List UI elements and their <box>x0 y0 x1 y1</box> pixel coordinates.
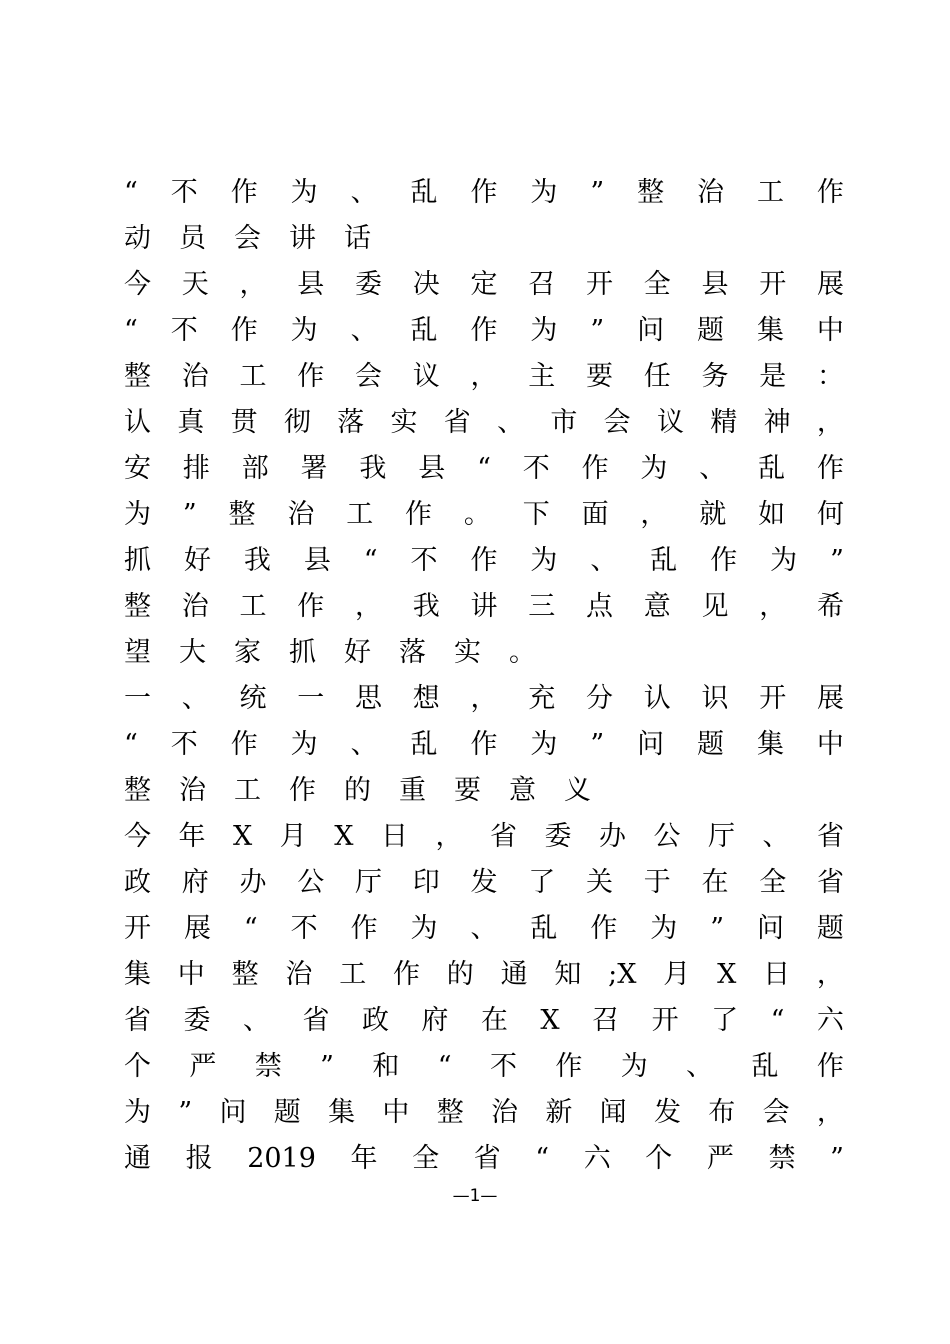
text-line <box>124 308 844 354</box>
text-segment: 精 <box>710 407 738 438</box>
text-segment: 实 <box>390 407 418 438</box>
text-line <box>124 814 844 860</box>
text-segment: X <box>233 821 253 852</box>
text-line <box>124 998 844 1044</box>
text-segment: ， <box>816 959 844 990</box>
text-segment: 作 <box>470 545 498 576</box>
text-segment: 作 <box>470 315 498 346</box>
text-segment: 动 <box>124 223 151 254</box>
text-segment: ， <box>470 361 498 392</box>
text-segment: 部 <box>241 453 269 484</box>
text-segment: 为 <box>124 499 151 530</box>
text-segment: 省 <box>816 821 844 852</box>
text-segment: 题 <box>816 913 844 944</box>
text-line <box>124 952 844 998</box>
text-segment: 、 <box>181 683 209 714</box>
text-segment: 实 <box>454 637 481 668</box>
text-segment: 整 <box>436 1097 464 1128</box>
text-segment: 作 <box>470 729 498 760</box>
text-segment: 题 <box>697 729 724 760</box>
text-segment: 不 <box>170 177 198 208</box>
text-segment: 了 <box>711 1005 739 1036</box>
text-segment: 市 <box>550 407 578 438</box>
text-line <box>124 906 844 952</box>
text-segment: 我 <box>359 453 387 484</box>
text-segment: 不 <box>522 453 550 484</box>
text-segment: 乱 <box>410 315 438 346</box>
text-segment: 不 <box>410 545 438 576</box>
text-segment: 大 <box>179 637 206 668</box>
text-segment: 治 <box>285 959 313 990</box>
text-segment: 乱 <box>410 729 438 760</box>
text-segment: 、 <box>350 315 378 346</box>
text-segment: 府 <box>421 1005 449 1036</box>
text-segment: 贯 <box>230 407 258 438</box>
text-segment: 治 <box>491 1097 518 1128</box>
text-segment: 、 <box>470 913 498 944</box>
text-segment: 就 <box>699 499 727 530</box>
text-segment: ， <box>816 407 844 438</box>
text-segment: ” <box>710 913 724 944</box>
text-segment: 年 <box>350 1143 378 1174</box>
text-segment: 定 <box>470 269 498 300</box>
text-segment: 个 <box>124 1051 151 1082</box>
text-segment: ” <box>320 1051 334 1082</box>
text-line <box>124 446 844 492</box>
text-segment: ” <box>590 315 605 346</box>
text-segment: 开 <box>759 683 787 714</box>
text-segment: 办 <box>239 867 267 898</box>
text-segment: 开 <box>124 913 151 944</box>
text-segment: ， <box>816 1097 844 1128</box>
text-segment: 为 <box>640 453 668 484</box>
text-segment: 印 <box>412 867 440 898</box>
text-segment: 作 <box>297 591 325 622</box>
text-segment: 为 <box>530 545 558 576</box>
text-segment: 关 <box>586 867 613 898</box>
text-segment: 议 <box>412 361 440 392</box>
text-segment: 县 <box>701 269 729 300</box>
text-segment: 作 <box>297 361 325 392</box>
text-segment: 作 <box>230 315 258 346</box>
text-segment: 我 <box>412 591 440 622</box>
text-segment: 作 <box>710 545 738 576</box>
text-segment: “ <box>124 315 138 346</box>
text-segment: 。 <box>509 637 536 668</box>
text-segment: 展 <box>817 269 844 300</box>
text-segment: 严 <box>706 1143 734 1174</box>
text-segment: 报 <box>185 1143 213 1174</box>
text-segment: “ <box>124 177 138 208</box>
text-segment: ” <box>178 1097 193 1128</box>
text-segment: 省 <box>817 867 844 898</box>
text-segment: 家 <box>234 637 261 668</box>
text-segment: 日 <box>380 821 408 852</box>
text-segment: 好 <box>344 637 371 668</box>
text-segment: 、 <box>590 545 618 576</box>
text-segment: “ <box>243 913 258 944</box>
text-segment: ” <box>182 499 197 530</box>
text-segment: 是 <box>759 361 787 392</box>
text-segment: 落 <box>399 637 426 668</box>
text-line <box>124 262 844 308</box>
text-segment: 集 <box>328 1097 356 1128</box>
text-segment: 好 <box>183 545 211 576</box>
text-segment: 厅 <box>355 867 382 898</box>
text-segment: ， <box>435 821 463 852</box>
text-segment: “ <box>363 545 378 576</box>
text-segment: 为 <box>620 1051 648 1082</box>
text-segment: 面 <box>581 499 609 530</box>
text-segment: 识 <box>701 683 729 714</box>
text-segment: 。 <box>463 499 491 530</box>
text-segment: 工 <box>346 499 374 530</box>
text-segment: 希 <box>817 591 844 622</box>
text-segment: 乱 <box>650 545 678 576</box>
text-segment: 天 <box>181 269 209 300</box>
text-segment: 作 <box>470 177 498 208</box>
text-line <box>124 400 844 446</box>
text-segment: 全 <box>759 867 787 898</box>
text-segment: 一 <box>297 683 325 714</box>
text-segment: 会 <box>762 1097 790 1128</box>
text-segment: 整 <box>637 177 665 208</box>
text-segment: 要 <box>454 775 481 806</box>
text-segment: 展 <box>817 683 844 714</box>
text-segment: 何 <box>816 499 844 530</box>
text-segment: 委 <box>183 1005 211 1036</box>
text-segment: 政 <box>124 867 151 898</box>
text-segment: 月 <box>279 821 307 852</box>
text-segment: 省 <box>124 1005 151 1036</box>
text-segment: 整 <box>124 775 151 806</box>
text-segment: 开 <box>651 1005 679 1036</box>
text-segment: 署 <box>300 453 328 484</box>
text-segment: 为 <box>530 315 558 346</box>
text-segment: 和 <box>372 1051 400 1082</box>
text-segment: 中 <box>816 729 844 760</box>
text-line <box>124 354 844 400</box>
text-segment: ， <box>640 499 668 530</box>
text-segment: ， <box>239 269 267 300</box>
text-segment: 作 <box>581 453 609 484</box>
text-segment: 治 <box>287 499 315 530</box>
text-line <box>124 676 844 722</box>
text-segment: 发 <box>653 1097 681 1128</box>
text-segment: 禁 <box>768 1143 796 1174</box>
text-segment: 认 <box>124 407 151 438</box>
text-line <box>124 1136 844 1182</box>
text-segment: 了 <box>528 867 556 898</box>
text-segment: “ <box>437 1051 452 1082</box>
text-segment: 中 <box>816 315 844 346</box>
text-segment: 严 <box>189 1051 217 1082</box>
text-segment: “ <box>477 453 491 484</box>
text-segment: 题 <box>697 315 724 346</box>
text-segment: 月 <box>663 959 691 990</box>
text-segment: 治 <box>697 177 724 208</box>
text-segment: 省 <box>302 1005 330 1036</box>
text-segment: 真 <box>177 407 205 438</box>
text-segment: 、 <box>686 1051 714 1082</box>
text-segment: 问 <box>637 729 665 760</box>
text-segment: 统 <box>239 683 267 714</box>
text-segment: 作 <box>816 177 844 208</box>
text-segment: 公 <box>297 867 325 898</box>
text-segment: ” <box>830 1143 844 1174</box>
text-segment: 为 <box>770 545 798 576</box>
text-segment: 排 <box>182 453 210 484</box>
text-line <box>124 1044 844 1090</box>
text-segment: 乱 <box>751 1051 779 1082</box>
text-segment: 政 <box>361 1005 389 1036</box>
text-segment: 工 <box>339 959 367 990</box>
text-segment: 闻 <box>599 1097 627 1128</box>
text-segment: 新 <box>545 1097 573 1128</box>
text-segment: 点 <box>586 591 613 622</box>
text-segment: 问 <box>637 315 665 346</box>
text-segment: 全 <box>412 1143 440 1174</box>
text-segment: 作 <box>590 913 618 944</box>
text-segment: 工 <box>756 177 784 208</box>
text-segment: 为 <box>410 913 438 944</box>
text-segment: 重 <box>399 775 426 806</box>
text-segment: 于 <box>643 867 671 898</box>
text-line <box>124 538 844 584</box>
text-segment: 抓 <box>289 637 316 668</box>
text-segment: “ <box>535 1143 550 1174</box>
text-segment: ， <box>759 591 787 622</box>
text-segment: 召 <box>528 269 556 300</box>
text-segment: ” <box>590 177 605 208</box>
text-segment: 作 <box>230 177 258 208</box>
text-line <box>124 170 844 216</box>
text-segment: “ <box>770 1005 785 1036</box>
text-segment: 我 <box>243 545 271 576</box>
text-line <box>124 492 844 538</box>
text-segment: 中 <box>177 959 205 990</box>
text-segment: 一 <box>124 683 151 714</box>
text-segment: 意 <box>509 775 536 806</box>
text-segment: 问 <box>756 913 784 944</box>
text-segment: 中 <box>382 1097 410 1128</box>
text-line <box>124 860 844 906</box>
text-segment: 不 <box>489 1051 517 1082</box>
text-segment: 、 <box>699 453 727 484</box>
text-segment: X <box>717 959 737 990</box>
text-segment: 召 <box>592 1005 620 1036</box>
text-segment: 集 <box>124 959 151 990</box>
text-segment: 话 <box>344 223 371 254</box>
text-segment: 治 <box>179 775 206 806</box>
text-segment: 讲 <box>289 223 316 254</box>
text-segment: 、 <box>350 177 378 208</box>
text-segment: 县 <box>418 453 446 484</box>
text-segment: 员 <box>179 223 206 254</box>
text-segment: 作 <box>350 913 378 944</box>
text-segment: ” <box>590 729 605 760</box>
text-segment: 主 <box>528 361 556 392</box>
text-segment: 、 <box>242 1005 270 1036</box>
text-segment: 为 <box>530 729 558 760</box>
text-segment: 府 <box>181 867 209 898</box>
text-segment: 讲 <box>470 591 498 622</box>
text-segment: 工 <box>239 591 267 622</box>
text-segment: “ <box>124 729 138 760</box>
text-segment: 充 <box>528 683 556 714</box>
text-segment: 展 <box>183 913 211 944</box>
text-segment: 会 <box>234 223 261 254</box>
text-segment: 治 <box>181 591 209 622</box>
text-segment: 今 <box>124 821 151 852</box>
text-segment: 会 <box>355 361 382 392</box>
text-segment: 通 <box>500 959 528 990</box>
text-segment: 乱 <box>410 177 438 208</box>
text-segment: 整 <box>228 499 256 530</box>
text-segment: 县 <box>303 545 331 576</box>
text-segment: 作 <box>555 1051 583 1082</box>
text-segment: 议 <box>656 407 684 438</box>
text-segment: 在 <box>480 1005 508 1036</box>
text-segment: 望 <box>124 637 151 668</box>
text-segment: 治 <box>181 361 209 392</box>
text-segment: 工 <box>239 361 267 392</box>
text-line <box>124 722 844 768</box>
text-segment: 的 <box>446 959 474 990</box>
text-segment: 日 <box>763 959 791 990</box>
text-segment: 作 <box>405 499 433 530</box>
text-segment: 作 <box>816 453 844 484</box>
text-segment: 省 <box>443 407 471 438</box>
text-segment: 办 <box>598 821 626 852</box>
text-segment: 工 <box>234 775 261 806</box>
text-segment: 乱 <box>530 913 558 944</box>
text-segment: 开 <box>759 269 787 300</box>
text-segment: 厅 <box>707 821 735 852</box>
text-segment: 的 <box>344 775 371 806</box>
text-segment: 发 <box>470 867 498 898</box>
text-segment: 、 <box>497 407 525 438</box>
body-text <box>124 170 844 1182</box>
text-segment: 开 <box>586 269 613 300</box>
text-segment: 公 <box>653 821 681 852</box>
text-line <box>124 768 844 814</box>
text-segment: 2019 <box>247 1143 316 1174</box>
text-segment: 今 <box>124 269 151 300</box>
text-segment: 任 <box>643 361 671 392</box>
page-number: —1— <box>452 1186 498 1206</box>
text-segment: 为 <box>124 1097 151 1128</box>
text-segment: ： <box>817 361 844 392</box>
text-segment: 整 <box>124 591 151 622</box>
text-segment: 乱 <box>758 453 786 484</box>
text-segment: 不 <box>170 729 198 760</box>
text-segment: 为 <box>650 913 678 944</box>
text-segment: 作 <box>230 729 258 760</box>
text-segment: 为 <box>530 177 558 208</box>
text-segment: 六 <box>583 1143 611 1174</box>
text-segment: 三 <box>528 591 556 622</box>
text-segment: 神 <box>763 407 791 438</box>
text-segment: 如 <box>758 499 786 530</box>
text-segment: 思 <box>355 683 382 714</box>
text-segment: 禁 <box>254 1051 282 1082</box>
text-segment: 分 <box>586 683 613 714</box>
text-segment: 、 <box>762 821 790 852</box>
text-segment: 为 <box>290 177 318 208</box>
text-segment: 全 <box>643 269 671 300</box>
text-segment: 在 <box>701 867 729 898</box>
text-line <box>124 216 844 262</box>
text-segment: 见 <box>701 591 729 622</box>
text-segment: 、 <box>350 729 378 760</box>
text-segment: 认 <box>643 683 671 714</box>
text-line <box>124 1090 844 1136</box>
text-segment: 义 <box>564 775 591 806</box>
text-segment: 不 <box>290 913 318 944</box>
text-segment: ;X <box>608 959 637 990</box>
text-segment: 年 <box>178 821 206 852</box>
text-segment: 通 <box>124 1143 151 1174</box>
text-segment: 想 <box>412 683 440 714</box>
text-segment: 不 <box>170 315 198 346</box>
text-segment: 抓 <box>124 545 151 576</box>
text-segment: 集 <box>756 315 784 346</box>
text-segment: 作 <box>289 775 316 806</box>
text-segment: 布 <box>708 1097 736 1128</box>
text-segment: 为 <box>290 315 318 346</box>
text-segment: 意 <box>643 591 671 622</box>
text-segment: 题 <box>273 1097 301 1128</box>
text-segment: X <box>540 1005 560 1036</box>
text-segment: 集 <box>756 729 784 760</box>
text-segment: 会 <box>603 407 631 438</box>
text-segment: 省 <box>473 1143 501 1174</box>
text-segment: ” <box>830 545 844 576</box>
text-segment: 委 <box>544 821 572 852</box>
text-segment: 落 <box>337 407 365 438</box>
text-segment: X <box>334 821 354 852</box>
text-segment: 六 <box>816 1005 844 1036</box>
text-line <box>124 584 844 630</box>
text-segment: 安 <box>124 453 151 484</box>
text-segment: ， <box>355 591 382 622</box>
text-line <box>124 630 844 676</box>
text-segment: 问 <box>219 1097 247 1128</box>
text-segment: 下 <box>522 499 550 530</box>
text-segment: 作 <box>816 1051 844 1082</box>
text-segment: 作 <box>392 959 420 990</box>
text-segment: 要 <box>586 361 613 392</box>
text-segment: 省 <box>489 821 517 852</box>
text-segment: 决 <box>412 269 440 300</box>
text-segment: 知 <box>554 959 582 990</box>
text-segment: 务 <box>701 361 729 392</box>
text-segment: 个 <box>645 1143 673 1174</box>
text-segment: 委 <box>355 269 382 300</box>
text-segment: 为 <box>290 729 318 760</box>
text-segment: 整 <box>124 361 151 392</box>
text-segment: ， <box>470 683 498 714</box>
text-segment: 县 <box>297 269 325 300</box>
text-segment: 整 <box>231 959 259 990</box>
text-segment: 彻 <box>283 407 311 438</box>
